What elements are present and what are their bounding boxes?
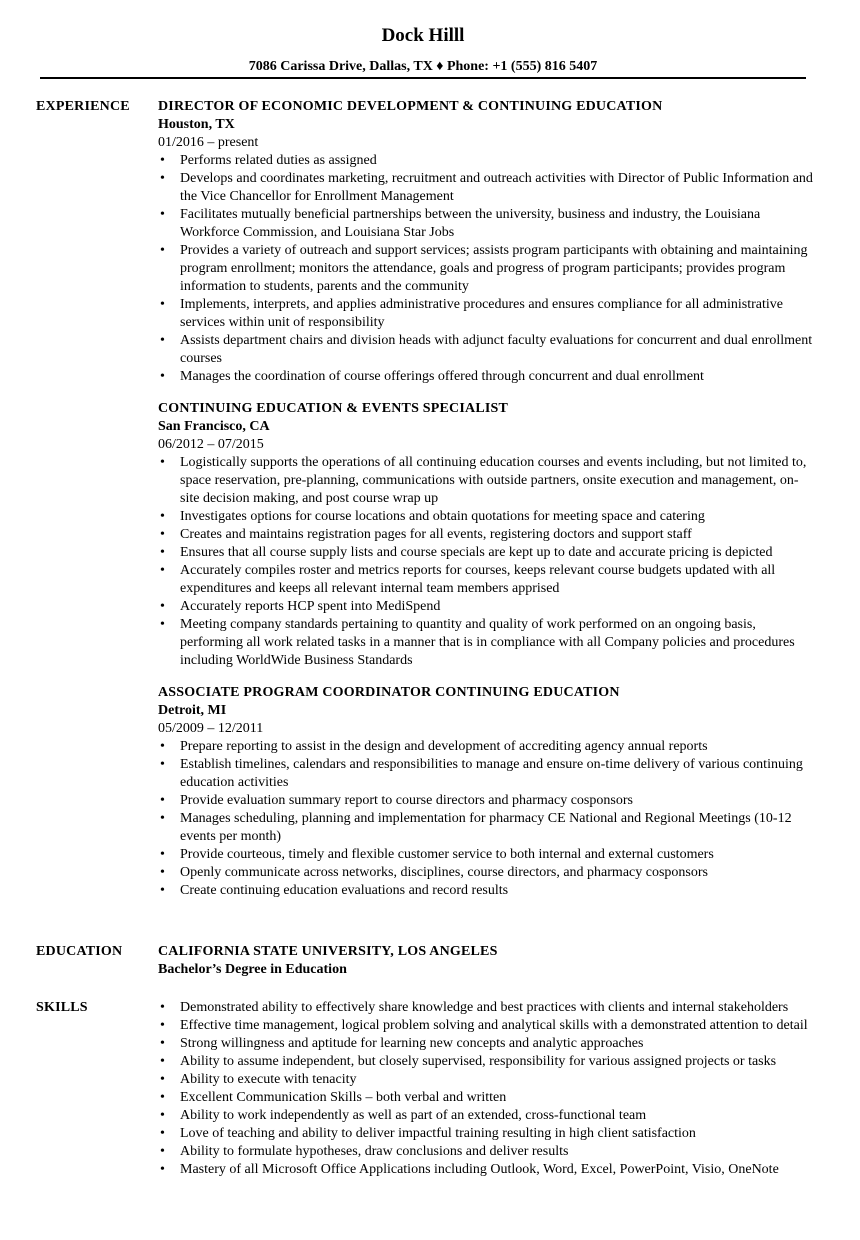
skills-list	[158, 999, 814, 1179]
list-item: • Strong willingness and aptitude for learning new concepts and analytic approaches	[158, 1035, 814, 1053]
list-item: • Prepare reporting to assist in the design and development of accrediting agency annual reports	[158, 738, 814, 756]
list-item: • Effective time management, logical problem solving and analytical skills with a demonstrated attention to detail	[158, 1017, 814, 1035]
education-heading: EDUCATION	[36, 944, 123, 959]
job-entry	[158, 400, 814, 670]
contact-line: 7086 Carissa Drive, Dallas, TX ♦ Phone: +1 (555) 816 5407	[248, 59, 598, 74]
list-item: • Meeting company standards pertaining to quantity and quality of work performed on an ongoing basis, performing all work related tasks in a manner that is in compliance with all Company policies and procedures including WorldWide Business Standards	[158, 616, 814, 670]
list-item: • Facilitates mutually beneficial partnerships between the university, business and industry, the Louisiana Workforce Commission, and Louisiana Star Jobs	[158, 206, 814, 242]
school-name: CALIFORNIA STATE UNIVERSITY, LOS ANGELES	[158, 944, 498, 959]
experience-heading: EXPERIENCE	[36, 99, 130, 114]
education-section	[158, 943, 814, 979]
list-item: • Openly communicate across networks, disciplines, course directors, and pharmacy cosponsors	[158, 864, 814, 882]
experience-section	[158, 98, 814, 900]
list-item: • Love of teaching and ability to deliver impactful training resulting in high client satisfaction	[158, 1125, 814, 1143]
job-location: San Francisco, CA	[158, 419, 270, 434]
job-duties-list	[158, 454, 814, 670]
job-entry	[158, 98, 814, 386]
list-item: • Creates and maintains registration pages for all events, registering doctors and support staff	[158, 526, 814, 544]
list-item: • Manages the coordination of course offerings offered through concurrent and dual enrollment	[158, 368, 814, 386]
list-item: • Develops and coordinates marketing, recruitment and outreach activities with Director of Public Information and the Vice Chancellor for Enrollment Management	[158, 170, 814, 206]
list-item: • Ability to execute with tenacity	[158, 1071, 814, 1089]
job-dates: 06/2012 – 07/2015	[158, 437, 264, 452]
job-duties-list	[158, 152, 814, 386]
job-title: CONTINUING EDUCATION & EVENTS SPECIALIST	[158, 401, 509, 416]
list-item: • Performs related duties as assigned	[158, 152, 814, 170]
skills-section	[158, 999, 814, 1179]
job-title: DIRECTOR OF ECONOMIC DEVELOPMENT & CONTINUING EDUCATION	[158, 99, 663, 114]
list-item: • Ensures that all course supply lists and course specials are kept up to date and accurate pricing is depicted	[158, 544, 814, 562]
job-duties-list	[158, 738, 814, 900]
job-location: Detroit, MI	[158, 703, 227, 718]
list-item: • Assists department chairs and division heads with adjunct faculty evaluations for concurrent and dual enrollment courses	[158, 332, 814, 368]
skills-heading: SKILLS	[36, 1000, 88, 1015]
list-item: • Establish timelines, calendars and responsibilities to manage and ensure on-time delivery of various continuing education activities	[158, 756, 814, 792]
job-entry	[158, 684, 814, 900]
resume-name: Dock Hilll	[381, 25, 465, 46]
list-item: • Implements, interprets, and applies administrative procedures and ensures compliance for all administrative services within unit of responsibility	[158, 296, 814, 332]
list-item: • Investigates options for course locations and obtain quotations for meeting space and catering	[158, 508, 814, 526]
degree: Bachelor’s Degree in Education	[158, 962, 347, 977]
list-item: • Logistically supports the operations of all continuing education courses and events including, but not limited to, space reservation, pre-planning, communications with outside partners, onsite execution and management, on-site decision making, and post course wrap up	[158, 454, 814, 508]
list-item: • Mastery of all Microsoft Office Applications including Outlook, Word, Excel, PowerPoint, Visio, OneNote	[158, 1161, 814, 1179]
list-item: • Ability to assume independent, but closely supervised, responsibility for various assigned projects or tasks	[158, 1053, 814, 1071]
list-item: • Demonstrated ability to effectively share knowledge and best practices with clients and internal stakeholders	[158, 999, 814, 1017]
list-item: • Excellent Communication Skills – both verbal and written	[158, 1089, 814, 1107]
list-item: • Accurately compiles roster and metrics reports for courses, keeps relevant course budgets updated with all expenditures and keeps all relevant internal team members apprised	[158, 562, 814, 598]
list-item: • Provides a variety of outreach and support services; assists program participants with obtaining and maintaining program enrollment; monitors the attendance, goals and progress of program participants; provides program information to students, parents and the community	[158, 242, 814, 296]
job-dates: 05/2009 – 12/2011	[158, 721, 264, 736]
job-dates: 01/2016 – present	[158, 135, 259, 150]
job-location: Houston, TX	[158, 117, 235, 132]
header-divider	[40, 77, 806, 79]
list-item: • Create continuing education evaluations and record results	[158, 882, 814, 900]
list-item: • Ability to work independently as well as part of an extended, cross-functional team	[158, 1107, 814, 1125]
list-item: • Accurately reports HCP spent into MediSpend	[158, 598, 814, 616]
list-item: • Ability to formulate hypotheses, draw conclusions and deliver results	[158, 1143, 814, 1161]
list-item: • Manages scheduling, planning and implementation for pharmacy CE National and Regional Meetings (10-12 events per month)	[158, 810, 814, 846]
job-title: ASSOCIATE PROGRAM COORDINATOR CONTINUING EDUCATION	[158, 685, 620, 700]
list-item: • Provide courteous, timely and flexible customer service to both internal and external customers	[158, 846, 814, 864]
list-item: • Provide evaluation summary report to course directors and pharmacy cosponsors	[158, 792, 814, 810]
